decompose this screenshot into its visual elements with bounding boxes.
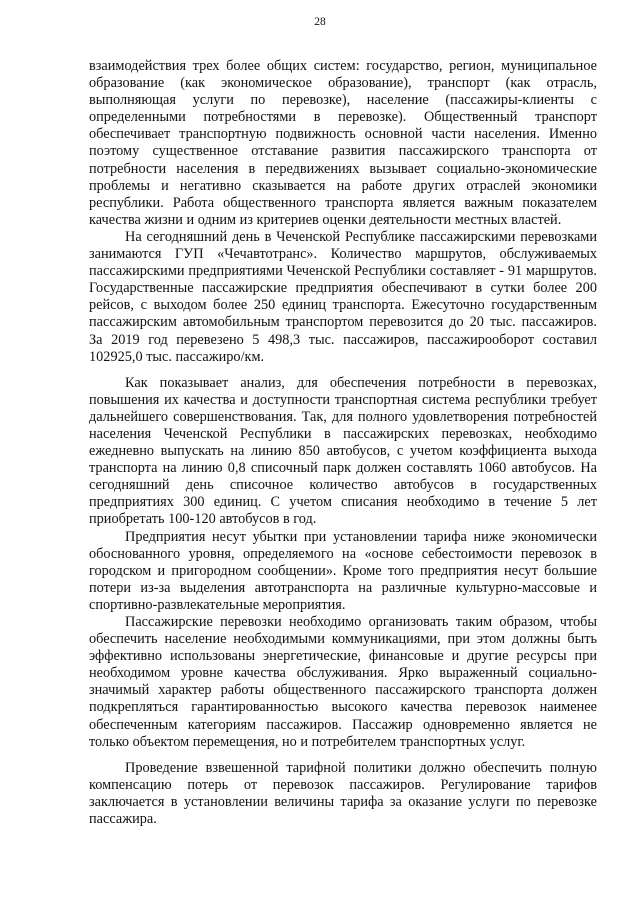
paragraph: Пассажирские перевозки необходимо организовать таким образом, чтобы обеспечить население необходимыми коммуникациями, при этом должны быть эффективно использованы энергетические, финансовые и другие ресурсы при необходимом уровне качества обслуживания. Ярко выраженный социально-значимый характер работы общественного пассажирского транспорта должен подкрепляться гарантированностью высокого качества перевозок наименее обеспеченным категориям пассажиров. Пассажир одновременно является не только объектом перемещения, но и потребителем транспортных услуг. — [89, 614, 597, 750]
paragraph: Как показывает анализ, для обеспечения потребности в перевозках, повышения их качества и доступности транспортная система республики требует дальнейшего совершенствования. Так, для полного удовлетворения потребностей населения Чеченской Республики в пассажирских перевозках, необходимо ежедневно выпускать на линию 850 автобусов, с учетом коэффициента выхода транспорта на линию 0,8 списочный парк должен составлять 1060 автобусов. На сегодняшний день списочное количество автобусов в государственных предприятиях 300 единиц. С учетом списания необходимо в течение 5 лет приобретать 100-120 автобусов в год. — [89, 374, 597, 528]
paragraph: Предприятия несут убытки при установлении тарифа ниже экономически обоснованного уровня, определяемого на «основе себестоимости перевозок в городском и пригородном сообщении». Кроме того предприятия несут большие потери из-за выделения автотранспорта на различные культурно-массовые и спортивно-развлекательные мероприятия. — [89, 528, 597, 613]
paragraph: На сегодняшний день в Чеченской Республике пассажирскими перевозками занимаются ГУП «Чечавтотранс». Количество маршрутов, обслуживаемых пассажирскими предприятиями Чеченской Республики составляет - 91 маршрутов. Государственные пассажирские предприятия обеспечивают в сутки более 200 рейсов, с выходом более 250 единиц транспорта. Ежесуточно государственным пассажирским автомобильным транспортом перевозится до 20 тыс. пассажиров. За 2019 год перевезено 5 498,3 тыс. пассажиров, пассажирооборот составил 102925,0 тыс. пассажиро/км. — [89, 228, 597, 365]
page-number: 28 — [314, 16, 326, 28]
paragraph: Проведение взвешенной тарифной политики должно обеспечить полную компенсацию потерь от перевозок пассажиров. Регулирование тарифов заключается в установлении величины тарифа за оказание услуги по перевозке пассажира. — [89, 759, 597, 828]
document-body — [89, 58, 597, 828]
paragraph: взаимодействия трех более общих систем: государство, регион, муниципальное образование (как экономическое образование), транспорт (как отрасль, выполняющая услуги по перевозке), население (пассажиры-клиенты с определенными потребностями в перевозке). Общественный транспорт обеспечивает транспортную подвижность основной части населения. Именно поэтому существенное отставание развития пассажирского транспорта от потребности населения в передвижениях вызывает социально-экономические проблемы и негативно сказывается на работе других отраслей экономики республики. Работа общественного транспорта является важным показателем качества жизни и одним из критериев оценки деятельности местных властей. — [89, 58, 597, 228]
